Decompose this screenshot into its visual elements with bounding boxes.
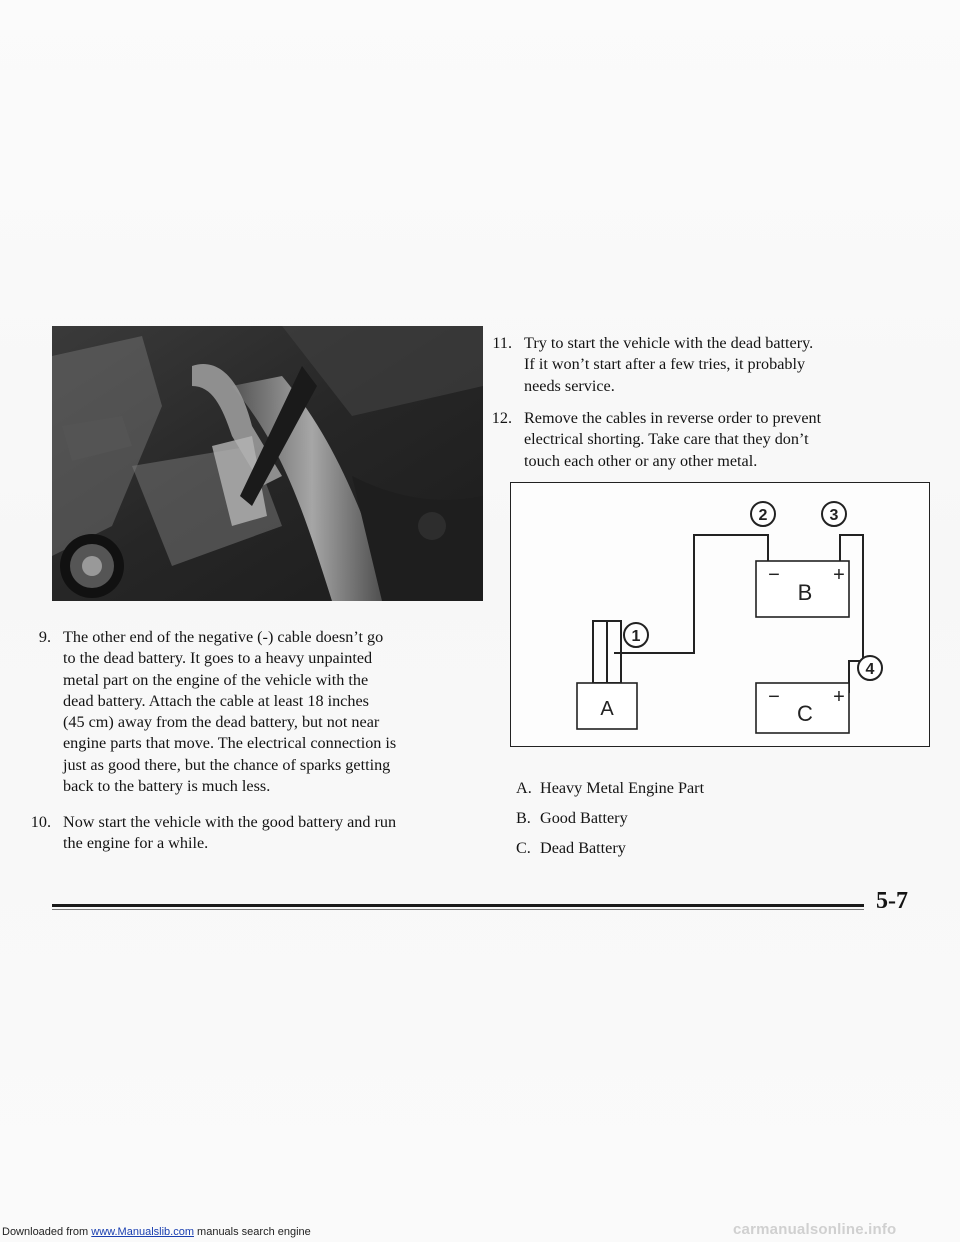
- jumper-cable-diagram: [510, 482, 930, 747]
- step-line: Try to start the vehicle with the dead battery.: [524, 334, 814, 352]
- step-text: [524, 333, 813, 397]
- watermark: carmanualsonline.info: [733, 1221, 897, 1238]
- box-a-label: A: [600, 698, 614, 720]
- marker-3: [822, 502, 846, 526]
- marker-2: [751, 502, 775, 526]
- legend-key: C.: [516, 839, 531, 857]
- step-line: to the dead battery. It goes to a heavy unpainted: [63, 649, 373, 668]
- step-line: engine parts that move. The electrical connection is: [63, 734, 397, 753]
- step-line: If it won’t start after a few tries, it probably: [524, 355, 806, 374]
- box-c-minus: −: [768, 686, 780, 708]
- marker-4-label: 4: [865, 661, 875, 678]
- legend-item-c: [516, 838, 626, 859]
- step-number: 9.: [38, 628, 51, 646]
- step-text: [63, 627, 396, 797]
- footer-rule-thin: [52, 909, 864, 910]
- step-line: needs service.: [524, 376, 615, 395]
- step-line: (45 cm) away from the dead battery, but not near: [63, 713, 380, 732]
- step-line: back to the battery is much less.: [63, 777, 271, 796]
- step-line: the engine for a while.: [63, 834, 209, 853]
- marker-1: [624, 623, 648, 647]
- manualslib-link[interactable]: www.Manualslib.com: [91, 1226, 194, 1238]
- step-line: dead battery. Attach the cable at least 18 inches: [63, 691, 369, 710]
- step-line: Now start the vehicle with the good battery and run: [63, 813, 397, 831]
- box-b-minus: −: [768, 564, 780, 586]
- legend-label: Heavy Metal Engine Part: [540, 779, 705, 797]
- box-c-label: C: [797, 701, 813, 726]
- step-text: [63, 812, 396, 855]
- box-c-plus: +: [833, 686, 845, 708]
- step-line: touch each other or any other metal.: [524, 451, 758, 470]
- step-line: just as good there, but the chance of sparks getting: [63, 755, 391, 774]
- legend-label: Dead Battery: [540, 839, 626, 857]
- engine-photo: [52, 326, 483, 601]
- footer-suffix: manuals search engine: [193, 1226, 311, 1238]
- step-number: 12.: [491, 409, 512, 427]
- step-number: 10.: [30, 813, 51, 831]
- page-number: 5-7: [876, 888, 908, 914]
- step-line: The other end of the negative (-) cable doesn’t go: [63, 628, 384, 646]
- legend-label: Good Battery: [540, 809, 628, 827]
- step-12: [484, 408, 934, 473]
- box-b-label: B: [797, 580, 813, 605]
- legend-item-a: [516, 778, 704, 799]
- legend-key: A.: [516, 779, 532, 797]
- step-text: [524, 408, 821, 472]
- step-line: Remove the cables in reverse order to prevent: [524, 409, 822, 427]
- box-b-plus: +: [833, 564, 845, 586]
- step-line: electrical shorting. Take care that they don’t: [524, 430, 809, 449]
- marker-2-label: 2: [758, 507, 768, 524]
- step-11: [484, 333, 934, 398]
- step-9: [23, 627, 493, 802]
- step-10: [23, 812, 493, 857]
- legend-key: B.: [516, 809, 531, 827]
- marker-3-label: 3: [829, 507, 839, 524]
- footer-rule: [52, 904, 864, 907]
- marker-4: [858, 656, 882, 680]
- marker-1-label: 1: [631, 628, 641, 645]
- download-footer: [2, 1226, 311, 1238]
- step-line: metal part on the engine of the vehicle with the: [63, 670, 369, 689]
- step-number: 11.: [492, 334, 512, 352]
- footer-prefix: Downloaded from: [2, 1226, 92, 1238]
- legend-item-b: [516, 808, 628, 829]
